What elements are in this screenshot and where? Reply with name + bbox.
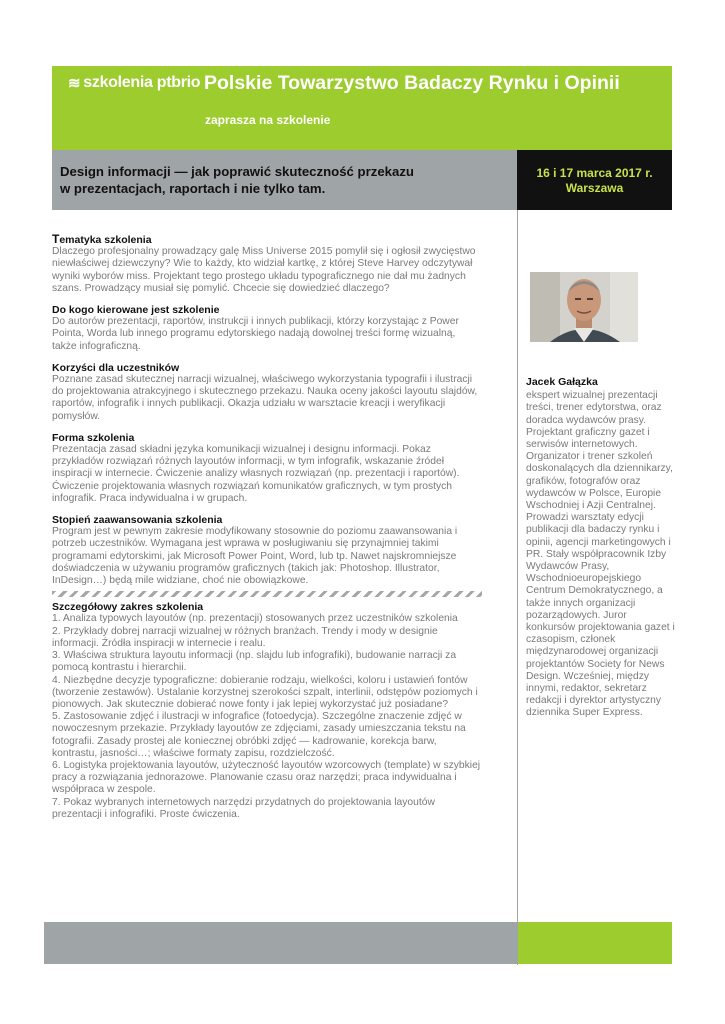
section-title: Do kogo kierowane jest szkolenie (52, 304, 220, 317)
trainer-name: Jacek Gałązka (526, 376, 598, 388)
section-title: Forma szkolenia (52, 431, 135, 444)
course-date: 16 i 17 marca 2017 r. Warszawa (536, 166, 653, 195)
footer-green-bar (518, 922, 672, 964)
list-item: 4. Niezbędne decyzje typograficzne: dobieranie rodzaju, wielkości, koloru i ustawień fontów (tworzenie zestawów). Ustalanie korzystnej szerokości szpalt, interlinii, odstępów poziomych i pionowych. Jak skutecznie dobierać nowe fonty i jak lepiej wykorzystać już posiadane? (52, 674, 478, 710)
list-item: 6. Logistyka projektowania layoutów, użyteczność layoutów wzorcowych (template) w szybkiej pracy a rozwiązania jednorazowe. Planowanie czasu oraz narzędzi; praca indywidualna i współpraca w zespole. (52, 759, 481, 796)
list-item: 5. Zastosowanie zdjęć i ilustracji w infografice (fotoedycja). Szczególne znaczenie zdjęć w nowoczesnym przekazie. Przykłady layoutów ze zdjęciami, zasady umieszczania tekstu na fotografii. Zasady prostej ale koniecznej obróbki zdjęć — kadrowanie, korekcja barw, kontrastu, jasności…; właściwe formaty zapisu, rozdzielczość. (52, 711, 466, 759)
section-body: Do autorów prezentacji, raportów, instrukcji i innych publikacji, którzy korzystając z Power Pointa, Worda lub innego programu edytorskiego nadają dowolnej treści formę wizualną, także infograficzną. (52, 316, 459, 352)
column-divider (517, 210, 518, 965)
header-banner (52, 66, 672, 150)
organization-title: Polskie Towarzystwo Badaczy Rynku i Opinii (204, 72, 620, 94)
list-item: 2. Przykłady dobrej narracji wizualnej w różnych branżach. Trendy i mody w designie informacji. Źródła inspiracji w internecie i realu. (52, 625, 438, 649)
invitation-text: zaprasza na szkolenie (205, 113, 331, 127)
trainer-bio: ekspert wizualnej prezentacji treści, trener edytorstwa, oraz doradca wydawców prasy. Projektant graficzny gazet i serwisów internetowych. Organizator i trener szkoleń doskonalących dla dziennikarzy, grafików, fotografów oraz wydawców w Polsce, Europie Wschodniej i Azji Centralnej. Prowadzi warsztaty edycji publikacji dla badaczy rynku i opinii, agencji marketingowych i PR. Stały współpracownik Izby Wydawców Prasy, Wschodnioeuropejskiego Centrum Demokratycznego, a także innych organizacji pozarządowych. Juror konkursów projektowania gazet i czasopism, członek międzynarodowej organizacji projektantów Society for News Design. Wcześniej, między innymi, redaktor, sekretarz redakcji i dyrektor artystyczny dziennika Super Express. (526, 390, 675, 719)
date-box (517, 150, 672, 210)
course-title: Design informacji — jak poprawić skuteczność przekazu w prezentacjach, raportach i nie tylko tam. (60, 164, 414, 196)
details-section (52, 601, 482, 821)
list-item: 3. Właściwa struktura layoutu informacji (np. slajdu lub infografiki), budowanie narracji za pomocą kontrastu i hierarchii. (52, 650, 457, 674)
section-body: Dlaczego profesjonalny prowadzący galę Miss Universe 2015 pomylił się i ogłosił zwycięstwo niewłaściwej dziewczyny? Wie to każdy, kto widział kartkę, z której Steve Harvey odczytywał wyniki wyborów miss. Projektant tego prostego układu typograficznego nie dał mu żadnych szans. Prowadzący musiał się pomylić. Chcecie się dowiedzieć dlaczego? (52, 246, 476, 294)
logo-text: szkolenia ptbrio (83, 74, 201, 91)
section-body: Poznane zasad skutecznej narracji wizualnej, właściwego wykorzystania typografii i ilustracji do projektowania atrakcyjnego i skutecznego przekazu. Nauka oceny jakości layoutu slajdów, raportów, infografik i innych publikacji. Okazja udziału w warsztacie kreacji i weryfikacji pomysłów. (52, 374, 478, 422)
main-content (52, 233, 482, 821)
logo-mark-icon: ≋ (68, 75, 81, 92)
list-item: 7. Pokaz wybranych internetowych narzędzi przydatnych do projektowania layoutów prezentacji i infografiki. Proste ćwiczenia. (52, 796, 435, 820)
trainer-photo (530, 272, 638, 342)
footer-gray-bar (44, 922, 518, 964)
logo (68, 74, 200, 92)
section-title: Stopień zaawansowania szkolenia (52, 514, 223, 527)
section-title: Szczegółowy zakres szkolenia (52, 601, 204, 614)
hatched-divider (52, 591, 482, 597)
course-title-band (52, 150, 517, 210)
list-item: 1. Analiza typowych layoutów (np. prezentacji) stosowanych przez uczestników szkolenia (52, 613, 458, 625)
section-title: Tematyka szkolenia (52, 232, 152, 246)
trainer-bio-block (526, 376, 676, 720)
section-body: Program jest w pewnym zakresie modyfikowany stosownie do poziomu zaawansowania i potrzeb uczestników. Wymagana jest wprawa w posługiwaniu się przynajmniej takimi programami edytorskimi, jak Microsoft Power Point, Word, lub tp. Nawet najskromniejsze doświadczenia w używaniu programów graficznych (takich jak: Photoshop. Illustrator, InDesign…) będą mile widziane, choć nie obowiązkowe. (52, 526, 458, 587)
section-body: Prezentacja zasad składni języka komunikacji wizualnej i designu informacji. Pokaz przykładów rozwiązań różnych layoutów informacji, w tym infografik, wskazanie źródeł inspiracji w internecie. Ćwiczenie analizy własnych rozwiązań (np. prezentacji i raportów). Ćwiczenie projektowania własnych rozwiązań komunikatów graficznych, w tym prostych infografik. Praca indywidualna i w grupach. (52, 444, 460, 504)
section-title: Korzyści dla uczestników (52, 361, 180, 374)
